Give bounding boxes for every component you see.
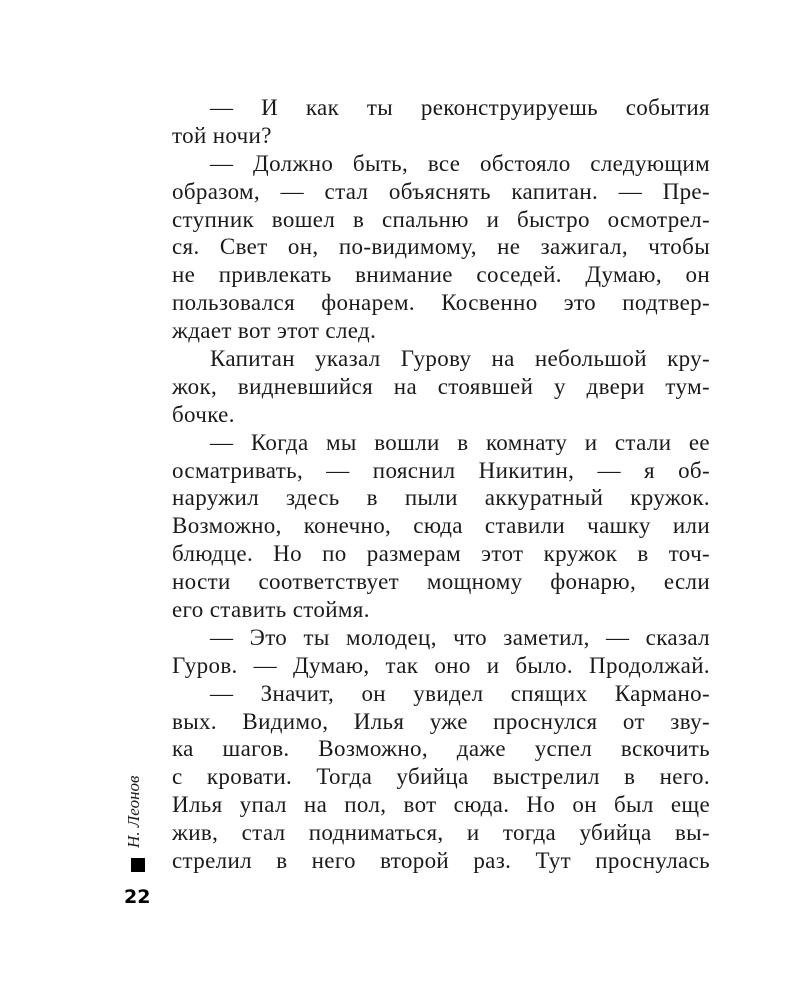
text-line: стрелил в него второй раз. Тут проснулась <box>172 848 710 874</box>
text-line: — Значит, он увидел спящих Карманo- <box>210 680 710 706</box>
text-line: Илья упал на пол, вот сюда. Но он был еще <box>172 792 710 818</box>
text-line: Гуров. — Думаю, так оно и было. Продолжай. <box>172 652 710 678</box>
text-line: — Это ты молодец, что заметил, — сказал <box>210 624 710 650</box>
text-line: не привлекать внимание соседей. Думаю, он <box>172 262 710 288</box>
body-text <box>172 94 710 875</box>
text-line: жив, стал подниматься, и тогда убийца вы- <box>172 820 710 846</box>
text-line: — Когда мы вошли в комнату и стали ее <box>210 429 710 455</box>
text-line: бочке. <box>172 401 235 427</box>
text-line: блюдце. Но по размерам этот кружок в точ- <box>172 541 710 567</box>
square-marker-icon <box>131 858 145 872</box>
text-line: ступник вошел в спальню и быстро осмотрел- <box>172 206 710 232</box>
text-line: ка шагов. Возможно, даже успел вскочить <box>172 736 710 762</box>
text-line: пользовался фонарем. Косвенно это подтвер- <box>172 290 710 316</box>
text-line: ности соответствует мощному фонарю, если <box>172 569 710 595</box>
text-line: Возможно, конечно, сюда ставили чашку или <box>172 513 710 539</box>
text-line: Капитан указал Гурову на небольшой кру- <box>210 346 710 372</box>
text-line: образом, — стал объяснять капитан. — Пре- <box>172 178 710 204</box>
page-number: 22 <box>124 886 151 908</box>
text-line: вых. Видимо, Илья уже проснулся от зву- <box>172 708 710 734</box>
text-line: — Должно быть, все обстояло следующим <box>210 150 710 176</box>
text-line: — И как ты реконструируешь события <box>210 95 710 120</box>
text-line: с кровати. Тогда убийца выстрелил в него. <box>172 764 710 790</box>
text-line: ждает вот этот след. <box>172 318 377 344</box>
text-line: ся. Свет он, по-видимому, не зажигал, чтобы <box>172 234 710 260</box>
text-line: его ставить стоймя. <box>172 597 370 623</box>
running-head-author: Н. Леонов <box>124 775 143 848</box>
text-line: осматривать, — пояснил Никитин, — я об- <box>172 457 710 483</box>
text-line: той ночи? <box>172 122 272 148</box>
text-line: жок, видневшийся на стоявшей у двери тум- <box>172 373 710 399</box>
text-line: наружил здесь в пыли аккуратный кружок. <box>172 485 710 511</box>
